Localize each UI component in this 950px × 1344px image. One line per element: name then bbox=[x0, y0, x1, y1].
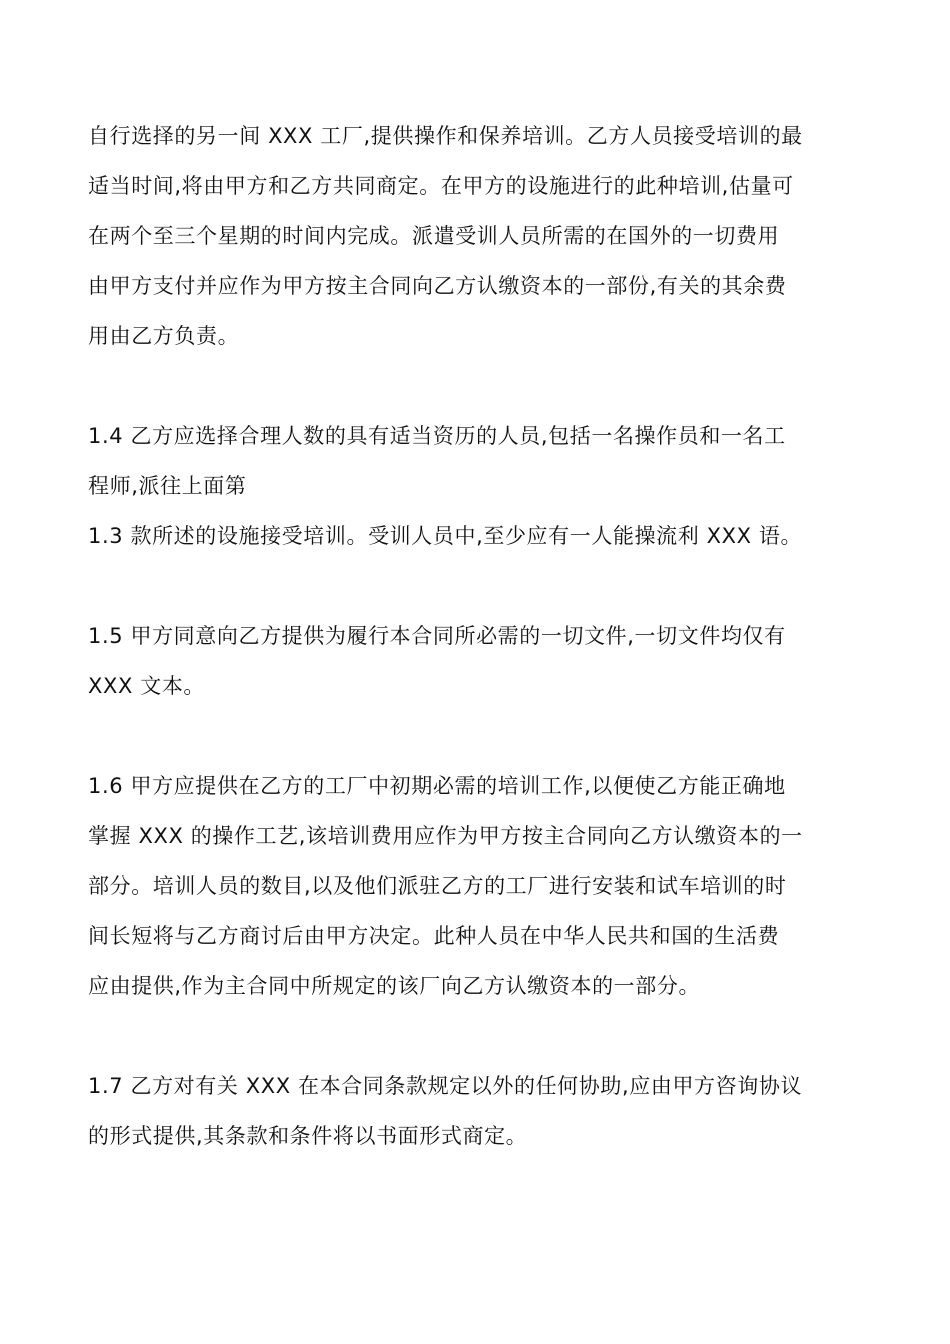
text-line: 应由提供,作为主合同中所规定的该厂向乙方认缴资本的一部分。 bbox=[88, 974, 701, 998]
text-line: 适当时间,将由甲方和乙方共同商定。在甲方的设施进行的此种培训,估量可 bbox=[88, 174, 794, 198]
text-line: 1.4 乙方应选择合理人数的具有适当资历的人员,包括一名操作员和一名工 bbox=[88, 424, 786, 448]
paragraph-spacer bbox=[88, 1011, 868, 1061]
text-line: 用由乙方负责。 bbox=[88, 324, 240, 348]
text-line: 的形式提供,其条款和条件将以书面形式商定。 bbox=[88, 1124, 528, 1148]
text-line: XXX 文本。 bbox=[88, 674, 206, 698]
document-body bbox=[88, 111, 868, 1161]
paragraph-clause-1-5 bbox=[88, 611, 868, 711]
text-line: 自行选择的另一间 XXX 工厂,提供操作和保养培训。乙方人员接受培训的最 bbox=[88, 124, 803, 148]
paragraph-spacer bbox=[88, 361, 868, 411]
paragraph-clause-1-4 bbox=[88, 411, 868, 561]
text-line: 部分。培训人员的数目,以及他们派驻乙方的工厂进行安装和试车培训的时 bbox=[88, 874, 787, 898]
text-line: 1.3 款所述的设施接受培训。受训人员中,至少应有一人能操流利 XXX 语。 bbox=[88, 524, 803, 548]
text-line: 在两个至三个星期的时间内完成。派遣受训人员所需的在国外的一切费用 bbox=[88, 224, 780, 248]
paragraph-training-continuation bbox=[88, 111, 868, 361]
paragraph-clause-1-6 bbox=[88, 761, 868, 1011]
text-line: 1.7 乙方对有关 XXX 在本合同条款规定以外的任何协助,应由甲方咨询协议 bbox=[88, 1074, 803, 1098]
text-line: 程师,派往上面第 bbox=[88, 474, 247, 498]
text-line: 掌握 XXX 的操作工艺,该培训费用应作为甲方按主合同向乙方认缴资本的一 bbox=[88, 824, 803, 848]
paragraph-clause-1-7 bbox=[88, 1061, 868, 1161]
paragraph-spacer bbox=[88, 561, 868, 611]
text-line: 间长短将与乙方商讨后由甲方决定。此种人员在中华人民共和国的生活费 bbox=[88, 924, 780, 948]
text-line: 由甲方支付并应作为甲方按主合同向乙方认缴资本的一部份,有关的其余费 bbox=[88, 274, 787, 298]
text-line: 1.6 甲方应提供在乙方的工厂中初期必需的培训工作,以便使乙方能正确地 bbox=[88, 774, 786, 798]
paragraph-spacer bbox=[88, 711, 868, 761]
text-line: 1.5 甲方同意向乙方提供为履行本合同所必需的一切文件,一切文件均仅有 bbox=[88, 624, 786, 648]
